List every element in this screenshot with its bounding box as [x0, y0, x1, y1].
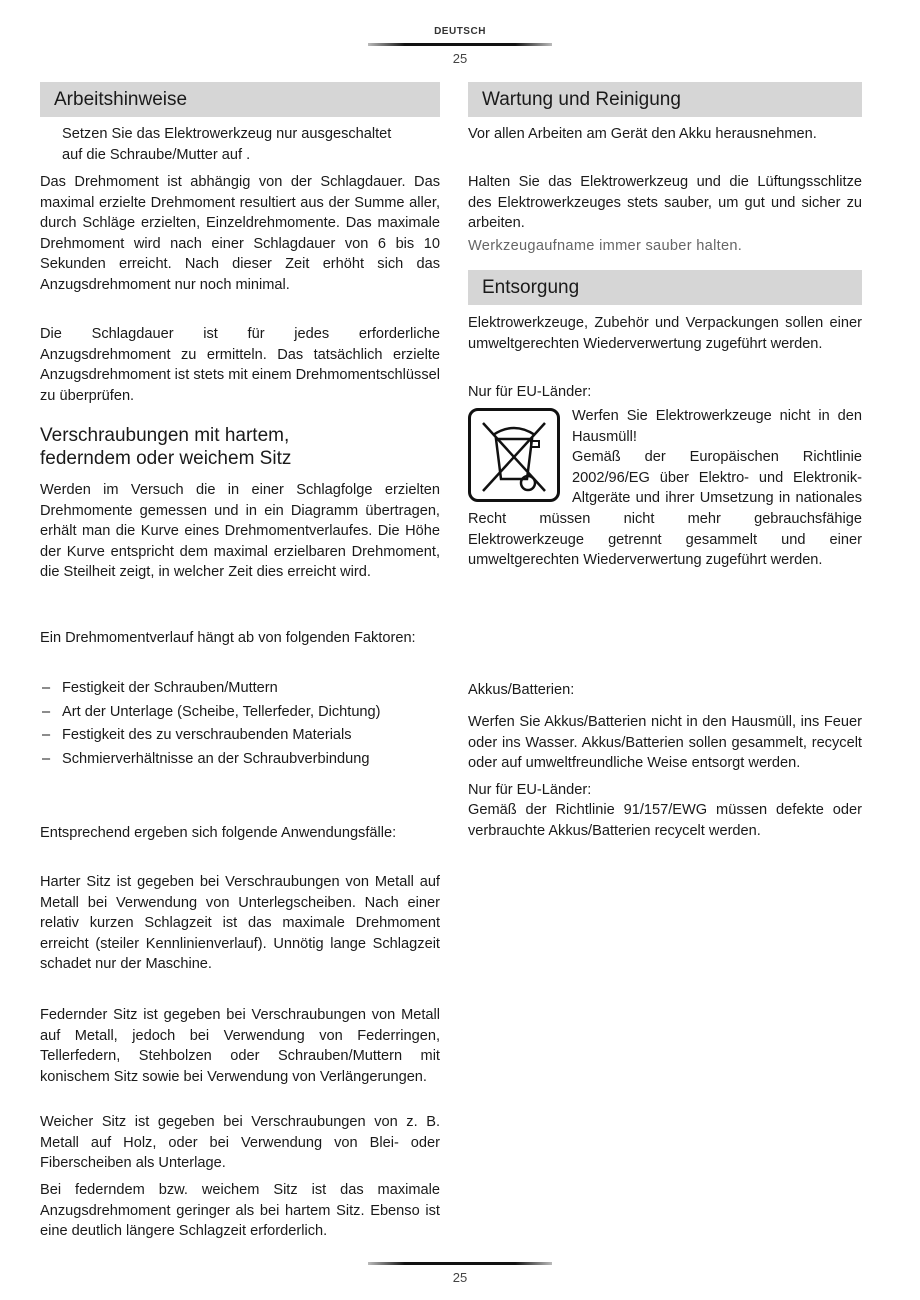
paragraph: Vor allen Arbeiten am Gerät den Akku herausnehmen.	[468, 126, 817, 142]
paragraph: Federnder Sitz ist gegeben bei Verschraubungen von Metall auf Metall, jedoch bei Verwendung von Federringen, Tellerfedern, Stehbolzen oder Schrauben/Muttern mit konischem Sitz sowie bei Verwendung von Verlängerungen.	[40, 1007, 440, 1085]
footer-rule	[368, 1262, 552, 1265]
paragraph: Die Schlagdauer ist für jedes erforderliche Anzugsdrehmoment zu ermitteln. Das tatsächlich erzielte Anzugsdrehmoment ist stets mit einem Drehmomentschlüssel zu überprüfen.	[40, 326, 440, 404]
factor-list	[40, 678, 440, 772]
eu-label: Nur für EU-Länder:	[468, 782, 592, 798]
intro-note: Setzen Sie das Elektrowerkzeug nur ausgeschaltet auf die Schraube/Mutter auf .	[62, 126, 392, 163]
paragraph: Werkzeugaufname immer sauber halten.	[468, 238, 743, 254]
footer-page-number: 25	[452, 1270, 468, 1285]
list-item: – Festigkeit des zu verschraubenden Materials	[40, 725, 440, 746]
paragraph: Ein Drehmomentverlauf hängt ab von folgenden Faktoren:	[40, 630, 416, 646]
list-item: – Art der Unterlage (Scheibe, Tellerfeder, Dichtung)	[40, 702, 440, 723]
paragraph: Harter Sitz ist gegeben bei Verschraubungen von Metall auf Metall bei Verwendung von Unterlegscheiben. Nach einer relativ kurzen Schlagzeit ist das maximale Drehmoment erreicht (steiler Kennlinienverlauf). Unnötig lange Schlagzeit schadet nur der Maschine.	[40, 874, 440, 973]
heading-wartung: Wartung und Reinigung	[468, 82, 862, 117]
heading-arbeitshinweise: Arbeitshinweise	[40, 82, 440, 117]
paragraph: Elektrowerkzeuge, Zubehör und Verpackungen sollen einer umweltgerechten Wiederverwertung zugeführt werden.	[468, 315, 862, 352]
weee-directive-text: Gemäß der Europäischen Richtlinie 2002/96/EG über Elektro- und Elektronik-Altgeräte und ihrer Umsetzung in nationales Recht müssen nicht mehr gebrauchsfähige Elektrowerkzeuge getrennt gesammelt und einer umweltgerechten Wiederverwertung zugeführt werden.	[468, 449, 862, 569]
crossed-out-wheelie-bin-icon	[468, 408, 560, 502]
header-rule	[368, 43, 552, 46]
weee-block	[468, 406, 862, 571]
paragraph: Weicher Sitz ist gegeben bei Verschraubungen von z. B. Metall auf Holz, oder bei Verwendung von Blei- oder Fiberscheiben als Unterlage.	[40, 1114, 440, 1172]
eu-label: Nur für EU-Länder:	[468, 384, 592, 400]
paragraph: Bei federndem bzw. weichem Sitz ist das maximale Anzugsdrehmoment geringer als bei hartem Sitz. Ebenso ist eine deutlich längere Schlagzeit erforderlich.	[40, 1182, 440, 1240]
paragraph: Werfen Sie Akkus/Batterien nicht in den Hausmüll, ins Feuer oder ins Wasser. Akkus/Batterien sollen gesammelt, recycelt oder auf umweltfreundliche Weise entsorgt werden.	[468, 714, 862, 772]
battery-label: Akkus/Batterien:	[468, 682, 575, 698]
header-language: DEUTSCH	[434, 26, 486, 37]
heading-entsorgung: Entsorgung	[468, 270, 862, 305]
paragraph: Gemäß der Richtlinie 91/157/EWG müssen defekte oder verbrauchte Akkus/Batterien recycelt werden.	[468, 802, 862, 839]
list-item: – Schmierverhältnisse an der Schraubverbindung	[40, 749, 440, 770]
subheading-verschraubungen: Verschraubungen mit hartem, federndem oder weichem Sitz	[40, 425, 292, 469]
paragraph: Entsprechend ergeben sich folgende Anwendungsfälle:	[40, 825, 397, 841]
paragraph: Halten Sie das Elektrowerkzeug und die Lüftungsschlitze des Elektrowerkzeuges stets sauber, um gut und sicher zu arbeiten.	[468, 174, 862, 232]
weee-warning: Werfen Sie Elektrowerkzeuge nicht in den Hausmüll!	[572, 408, 862, 445]
header-page-number: 25	[452, 51, 468, 66]
paragraph: Werden im Versuch die in einer Schlagfolge erzielten Drehmomente gemessen und in ein Diagramm übertragen, erhält man die Kurve eines Drehmomentverlaufes. Die Höhe der Kurve entspricht dem maximal erzielbaren Drehmoment, die Steilheit zeigt, in welcher Zeit dies erreicht wird.	[40, 482, 440, 581]
paragraph: Das Drehmoment ist abhängig von der Schlagdauer. Das maximal erzielte Drehmoment resultiert aus der Summe aller, durch Schläge erzielten, Einzeldrehmomente. Das maximale Drehmoment wird nach einer Schlagdauer von 6 bis 10 Sekunden erreicht. Nach dieser Zeit erhöht sich das Anzugsdrehmoment nur noch minimal.	[40, 174, 440, 293]
list-item: – Festigkeit der Schrauben/Muttern	[40, 678, 440, 699]
